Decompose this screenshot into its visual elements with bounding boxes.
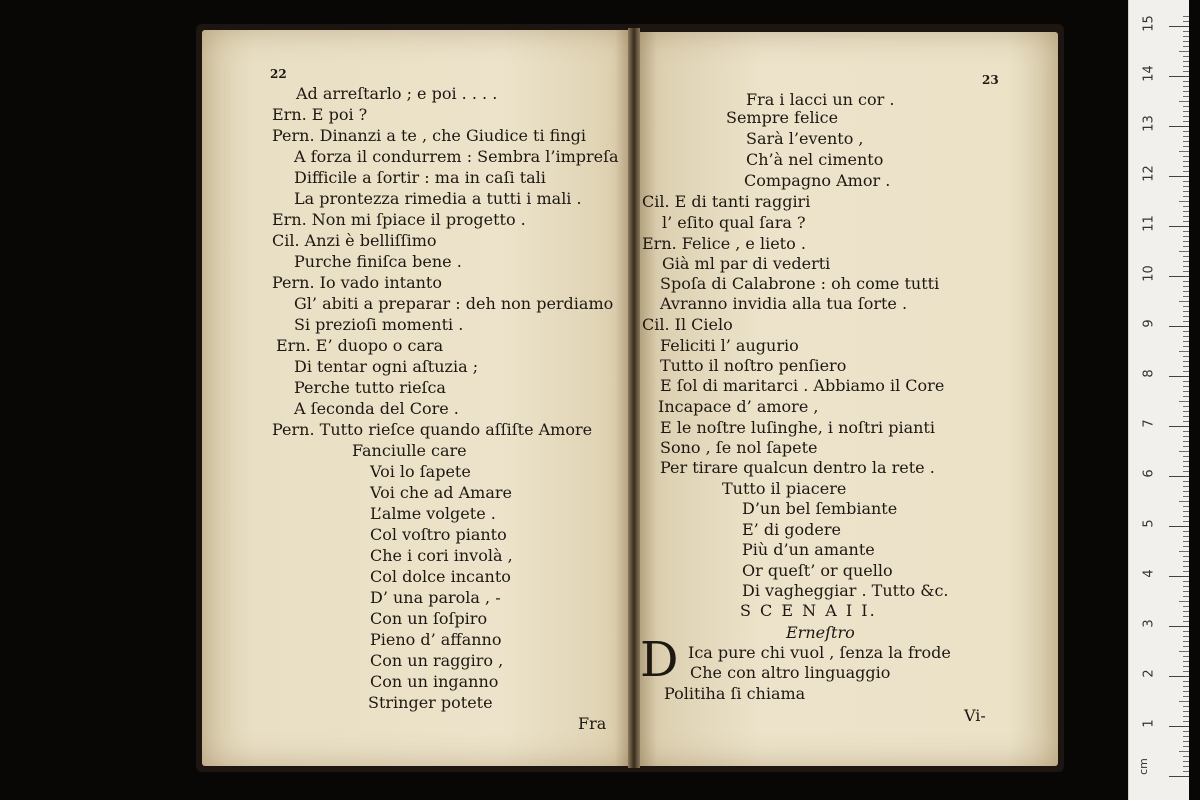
text-line: Col dolce incanto [370, 567, 511, 586]
ruler-tick [1179, 101, 1189, 102]
ruler-tick [1183, 441, 1189, 442]
ruler-number: 1 [1141, 719, 1157, 728]
ruler-tick [1183, 516, 1189, 517]
ruler-tick [1179, 551, 1189, 552]
ruler-tick [1183, 591, 1189, 592]
speaker-name: Erneſtro [786, 623, 855, 642]
ruler-tick [1183, 511, 1189, 512]
ruler-tick [1183, 16, 1189, 17]
ruler-tick [1183, 256, 1189, 257]
text-line: Pern. Tutto rieſce quando aſſiſte Amore [272, 420, 593, 439]
ruler-tick [1183, 366, 1189, 367]
ruler-number: 12 [1141, 165, 1157, 182]
ruler-tick [1183, 191, 1189, 192]
ruler-tick [1183, 736, 1189, 737]
text-line: Pieno d’ affanno [370, 630, 502, 649]
text-line: Tutto il piacere [722, 479, 847, 498]
text-line: Tutto il noſtro penſiero [660, 356, 847, 375]
ruler-tick [1169, 476, 1189, 477]
ruler-tick [1183, 546, 1189, 547]
ruler-tick [1183, 31, 1189, 32]
text-line: Incapace d’ amore , [658, 397, 819, 416]
ruler-tick [1183, 656, 1189, 657]
ruler-tick [1183, 86, 1189, 87]
ruler-tick [1169, 26, 1189, 27]
ruler-tick [1183, 41, 1189, 42]
ruler-tick [1183, 766, 1189, 767]
ruler-tick [1183, 686, 1189, 687]
text-line: Con un ſoſpiro [370, 609, 488, 628]
ruler-tick [1183, 596, 1189, 597]
ruler-tick [1183, 431, 1189, 432]
ruler-tick [1183, 491, 1189, 492]
ruler-tick [1169, 376, 1189, 377]
ruler-tick [1183, 486, 1189, 487]
text-line: Sempre felice [726, 108, 839, 127]
ruler-tick [1183, 771, 1189, 772]
text-line: Perche tutto rieſca [294, 378, 446, 397]
ruler-tick [1183, 496, 1189, 497]
ruler-tick [1183, 671, 1189, 672]
ruler-number: 13 [1141, 115, 1157, 132]
text-line: Politiha ſi chiama [664, 684, 806, 703]
ruler-tick [1169, 426, 1189, 427]
ruler-tick [1183, 46, 1189, 47]
measuring-ruler [1128, 0, 1189, 800]
ruler-tick [1179, 201, 1189, 202]
ruler-tick [1183, 756, 1189, 757]
ruler-number: 15 [1141, 15, 1157, 32]
ruler-tick [1169, 226, 1189, 227]
text-line: A forza il condurrem : Sembra l’impreſa [294, 147, 619, 166]
ruler-tick [1183, 531, 1189, 532]
ruler-tick [1183, 381, 1189, 382]
right-page-number: 23 [982, 73, 999, 87]
ruler-number: 10 [1141, 265, 1157, 282]
ruler-number: 9 [1141, 319, 1157, 328]
ruler-tick [1183, 711, 1189, 712]
ruler-tick [1183, 636, 1189, 637]
ruler-tick [1183, 371, 1189, 372]
ruler-tick [1183, 246, 1189, 247]
text-line: Difficile a ſortir : ma in caſi tali [294, 168, 546, 187]
ruler-tick [1183, 386, 1189, 387]
ruler-tick [1179, 451, 1189, 452]
ruler-tick [1183, 216, 1189, 217]
ruler-tick [1183, 81, 1189, 82]
text-line: Sono , ſe nol ſapete [660, 438, 818, 457]
text-line: Stringer potete [368, 693, 493, 712]
ruler-tick [1183, 121, 1189, 122]
ruler-tick [1183, 111, 1189, 112]
ruler-tick [1183, 761, 1189, 762]
text-line: Ern. E poi ? [272, 105, 368, 124]
text-line: Cil. Il Cielo [642, 315, 733, 334]
ruler-tick [1183, 241, 1189, 242]
text-line: Sarà l’evento , [746, 129, 864, 148]
ruler-tick [1169, 76, 1189, 77]
ruler-tick [1183, 421, 1189, 422]
ruler-tick [1183, 236, 1189, 237]
ruler-tick [1183, 646, 1189, 647]
ruler-tick [1183, 416, 1189, 417]
ruler-tick [1179, 401, 1189, 402]
ruler-tick [1183, 141, 1189, 142]
text-line: Cil. Anzi è belliſſimo [272, 231, 437, 250]
ruler-tick [1183, 731, 1189, 732]
text-line: L’alme volgete . [370, 504, 496, 523]
text-line: Pern. Dinanzi a te , che Giudice ti fingi [272, 126, 587, 145]
text-line: Con un raggiro , [370, 651, 504, 670]
ruler-tick [1183, 66, 1189, 67]
ruler-tick [1179, 701, 1189, 702]
text-line: Avranno invidia alla tua ſorte . [660, 294, 908, 313]
ruler-tick [1183, 536, 1189, 537]
ruler-tick [1183, 171, 1189, 172]
ruler-tick [1183, 556, 1189, 557]
text-line: E’ di godere [742, 520, 841, 539]
text-line: Spoſa di Calabrone : oh come tutti [660, 274, 940, 293]
ruler-tick [1183, 666, 1189, 667]
ruler-tick [1179, 51, 1189, 52]
ruler-tick [1183, 221, 1189, 222]
text-line: Purche finiſca bene . [294, 252, 462, 271]
ruler-tick [1183, 211, 1189, 212]
ruler-tick [1183, 356, 1189, 357]
text-line: Ern. Felice , e lieto . [642, 234, 806, 253]
ruler-tick [1183, 681, 1189, 682]
ruler-tick [1169, 526, 1189, 527]
text-line: Pern. Io vado intanto [272, 273, 442, 292]
catchword: Fra [578, 714, 607, 733]
ruler-tick [1183, 561, 1189, 562]
ruler-tick [1169, 126, 1189, 127]
text-line: Ch’à nel cimento [746, 150, 884, 169]
ruler-tick [1179, 601, 1189, 602]
ruler-tick [1183, 36, 1189, 37]
ruler-tick [1183, 406, 1189, 407]
ruler-tick [1183, 721, 1189, 722]
ruler-tick [1183, 336, 1189, 337]
ruler-tick [1183, 571, 1189, 572]
text-line: La prontezza rimedia a tutti i mali . [294, 189, 582, 208]
ruler-tick [1183, 156, 1189, 157]
ruler-tick [1183, 271, 1189, 272]
ruler-tick [1183, 706, 1189, 707]
ruler-tick [1183, 291, 1189, 292]
ruler-tick [1183, 106, 1189, 107]
text-line: Già ml par di vederti [662, 254, 831, 273]
ruler-tick [1183, 541, 1189, 542]
ruler-tick [1169, 326, 1189, 327]
ruler-tick [1183, 56, 1189, 57]
text-line: A ſeconda del Core . [294, 399, 459, 418]
catchword: Vi- [964, 706, 986, 725]
scene-heading: S C E N A I I. [740, 601, 877, 620]
ruler-tick [1183, 321, 1189, 322]
text-line: Gl’ abiti a preparar : deh non perdiamo [294, 294, 614, 313]
ruler-tick [1179, 351, 1189, 352]
ruler-tick [1183, 506, 1189, 507]
ruler-tick [1183, 116, 1189, 117]
ruler-tick [1169, 726, 1189, 727]
drop-cap: D [640, 632, 679, 688]
ruler-number: 11 [1141, 215, 1157, 232]
text-line: Ad arreſtarlo ; e poi . . . . [296, 84, 498, 103]
ruler-tick [1183, 281, 1189, 282]
ruler-tick [1183, 96, 1189, 97]
ruler-number: 3 [1141, 619, 1157, 628]
ruler-tick [1169, 276, 1189, 277]
ruler-tick [1183, 716, 1189, 717]
text-line: Voi che ad Amare [370, 483, 512, 502]
ruler-tick [1169, 776, 1189, 777]
ruler-tick [1179, 301, 1189, 302]
ruler-tick [1183, 466, 1189, 467]
ruler-tick [1183, 296, 1189, 297]
ruler-unit: cm [1136, 758, 1150, 775]
text-line: Fra i lacci un cor . [746, 90, 895, 109]
text-line: Con un inganno [370, 672, 499, 691]
ruler-tick [1183, 71, 1189, 72]
text-line: Più d’un amante [742, 540, 875, 559]
ruler-tick [1183, 186, 1189, 187]
text-line: D’un bel ſembiante [742, 499, 898, 518]
ruler-tick [1183, 181, 1189, 182]
ruler-tick [1183, 641, 1189, 642]
text-line: D’ una parola , - [370, 588, 501, 607]
ruler-tick [1183, 311, 1189, 312]
text-line: Per tirare qualcun dentro la rete . [660, 458, 935, 477]
ruler-tick [1183, 566, 1189, 567]
ruler-tick [1183, 286, 1189, 287]
ruler-tick [1183, 471, 1189, 472]
ruler-tick [1183, 691, 1189, 692]
ruler-tick [1183, 341, 1189, 342]
text-line: Di tentar ogni aſtuzia ; [294, 357, 479, 376]
ruler-tick [1169, 576, 1189, 577]
ruler-tick [1179, 251, 1189, 252]
text-line: E le noſtre luſinghe, i noſtri pianti [660, 418, 935, 437]
ruler-tick [1183, 586, 1189, 587]
ruler-number: 7 [1141, 419, 1157, 428]
ruler-tick [1183, 166, 1189, 167]
text-line: Or queſt’ or quello [742, 561, 893, 580]
ruler-tick [1169, 626, 1189, 627]
text-line: Voi lo ſapete [370, 462, 471, 481]
ruler-tick [1179, 151, 1189, 152]
ruler-tick [1183, 456, 1189, 457]
ruler-tick [1169, 676, 1189, 677]
book-gutter [628, 28, 640, 768]
ruler-tick [1179, 501, 1189, 502]
text-line: Feliciti l’ augurio [660, 336, 799, 355]
ruler-tick [1183, 306, 1189, 307]
ruler-tick [1183, 611, 1189, 612]
ruler-tick [1183, 621, 1189, 622]
ruler-tick [1183, 581, 1189, 582]
ruler-tick [1183, 741, 1189, 742]
ruler-tick [1183, 616, 1189, 617]
ruler-tick [1183, 446, 1189, 447]
text-line: Compagno Amor . [744, 171, 891, 190]
text-line: Fanciulle care [352, 441, 467, 460]
ruler-tick [1183, 391, 1189, 392]
ruler-number: 4 [1141, 569, 1157, 578]
ruler-tick [1183, 161, 1189, 162]
ruler-tick [1183, 91, 1189, 92]
ruler-tick [1183, 361, 1189, 362]
text-line: Che con altro linguaggio [690, 663, 891, 682]
ruler-tick [1183, 396, 1189, 397]
ruler-tick [1183, 661, 1189, 662]
ruler-tick [1183, 146, 1189, 147]
ruler-tick [1183, 481, 1189, 482]
ruler-number: 14 [1141, 65, 1157, 82]
ruler-tick [1169, 176, 1189, 177]
ruler-tick [1183, 746, 1189, 747]
text-line: Ern. Non mi ſpiace il progetto . [272, 210, 526, 229]
text-line: l’ eſito qual ſara ? [662, 213, 806, 232]
ruler-number: 2 [1141, 669, 1157, 678]
ruler-tick [1183, 266, 1189, 267]
ruler-tick [1183, 316, 1189, 317]
text-line: Si prezioſi momenti . [294, 315, 464, 334]
ruler-tick [1183, 346, 1189, 347]
ruler-tick [1183, 696, 1189, 697]
ruler-tick [1183, 61, 1189, 62]
ruler-tick [1183, 411, 1189, 412]
ruler-tick [1183, 521, 1189, 522]
ruler-tick [1179, 751, 1189, 752]
ruler-tick [1183, 21, 1189, 22]
ruler-tick [1179, 651, 1189, 652]
ruler-tick [1183, 331, 1189, 332]
ruler-tick [1183, 461, 1189, 462]
text-line: Ern. E’ duopo o cara [276, 336, 444, 355]
ruler-number: 8 [1141, 369, 1157, 378]
ruler-tick [1183, 206, 1189, 207]
ruler-tick [1183, 196, 1189, 197]
ruler-tick [1183, 606, 1189, 607]
ruler-number: 6 [1141, 469, 1157, 478]
text-line: Che i cori involà , [370, 546, 513, 565]
ruler-tick [1183, 136, 1189, 137]
text-line: Di vagheggiar . Tutto &c. [742, 581, 949, 600]
ruler-tick [1183, 436, 1189, 437]
text-line: Ica pure chi vuol , ſenza la frode [688, 643, 951, 662]
ruler-tick [1183, 131, 1189, 132]
text-line: Cil. E di tanti raggiri [642, 192, 811, 211]
left-page-number: 22 [270, 67, 287, 81]
ruler-tick [1183, 231, 1189, 232]
text-line: E ſol di maritarci . Abbiamo il Core [660, 376, 945, 395]
ruler-number: 5 [1141, 519, 1157, 528]
ruler-tick [1183, 261, 1189, 262]
text-line: Col voſtro pianto [370, 525, 507, 544]
ruler-tick [1183, 631, 1189, 632]
